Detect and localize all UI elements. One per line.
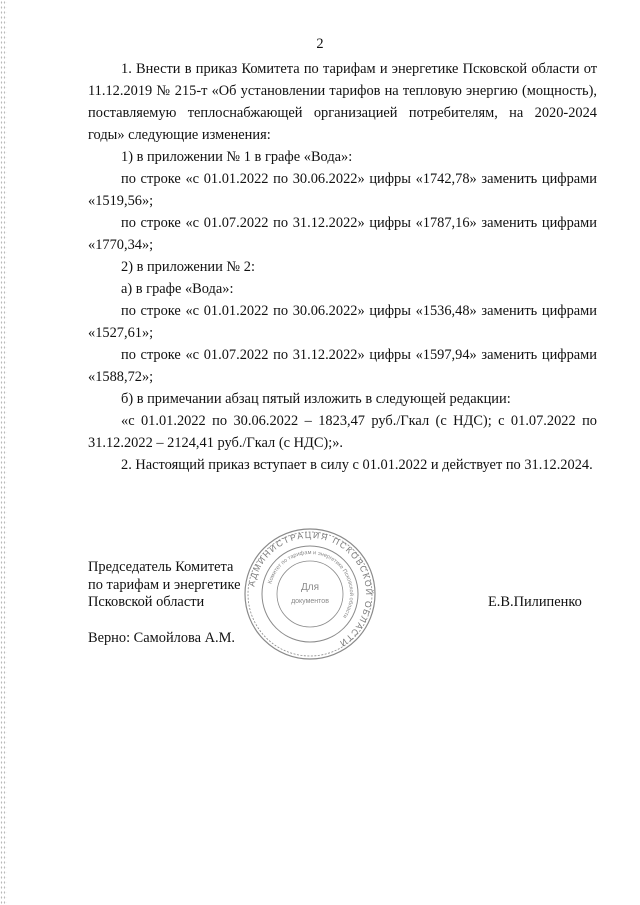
seal-inner-ring xyxy=(277,561,343,627)
seal-center-line2: документов xyxy=(291,598,329,605)
order-body xyxy=(88,58,597,476)
paragraph-appendix-2-row-1: по строке «с 01.01.2022 по 30.06.2022» цифры «1536,48» заменить цифрами «1527,61»; xyxy=(88,303,597,341)
signatory-title xyxy=(88,559,241,612)
signatory-title-line: Председатель Комитета xyxy=(88,559,234,575)
signatory-title-line: Псковской области xyxy=(88,594,205,610)
verified-by: Верно: Самойлова А.М. xyxy=(88,630,236,646)
seal-inner-text: Комитет по тарифам и энергетике Псковской области xyxy=(267,549,355,620)
paragraph-effective-date: 2. Настоящий приказ вступает в силу с 01.01.2022 и действует по 31.12.2024. xyxy=(121,457,593,473)
paragraph-note: б) в примечании абзац пятый изложить в следующей редакции: xyxy=(121,391,511,407)
seal-outer-ring xyxy=(245,529,375,659)
seal-outer-text: АДМИНИСТРАЦИЯ ПСКОВСКОЙ ОБЛАСТИ xyxy=(246,529,375,650)
signatory-name: Е.В.Пилипенко xyxy=(488,594,582,610)
signatory-title-line: по тарифам и энергетике xyxy=(88,576,241,593)
paragraph-appendix-1: 1) в приложении № 1 в графе «Вода»: xyxy=(121,149,353,165)
official-seal xyxy=(243,527,377,661)
page-number: 2 xyxy=(316,36,324,52)
paragraph-appendix-1-row-2: по строке «с 01.07.2022 по 31.12.2022» цифры «1787,16» заменить цифрами «1770,34»; xyxy=(88,215,597,253)
paragraph-appendix-2-water: а) в графе «Вода»: xyxy=(121,281,234,297)
seal-center-line1: Для xyxy=(300,582,320,593)
paragraph-amend-order: 1. Внести в приказ Комитета по тарифам и энергетике Псковской области от 11.12.2019 № 215-т «Об установлении тарифов на тепловую энергию (мощность), поставляемую теплоснабжающей организацией потребителям, на 2020-2024 годы» следующие изменения: xyxy=(88,61,597,143)
paragraph-appendix-2: 2) в приложении № 2: xyxy=(121,259,255,275)
paragraph-appendix-1-row-1: по строке «с 01.01.2022 по 30.06.2022» цифры «1742,78» заменить цифрами «1519,56»; xyxy=(88,171,597,209)
seal-middle-ring xyxy=(262,546,358,642)
paragraph-appendix-2-row-2: по строке «с 01.07.2022 по 31.12.2022» цифры «1597,94» заменить цифрами «1588,72»; xyxy=(88,347,597,385)
paragraph-note-text: «с 01.01.2022 по 30.06.2022 – 1823,47 руб./Гкал (с НДС); с 01.07.2022 по 31.12.2022 – 2124,41 руб./Гкал (с НДС);». xyxy=(88,413,597,451)
scan-edge-noise xyxy=(0,0,7,905)
